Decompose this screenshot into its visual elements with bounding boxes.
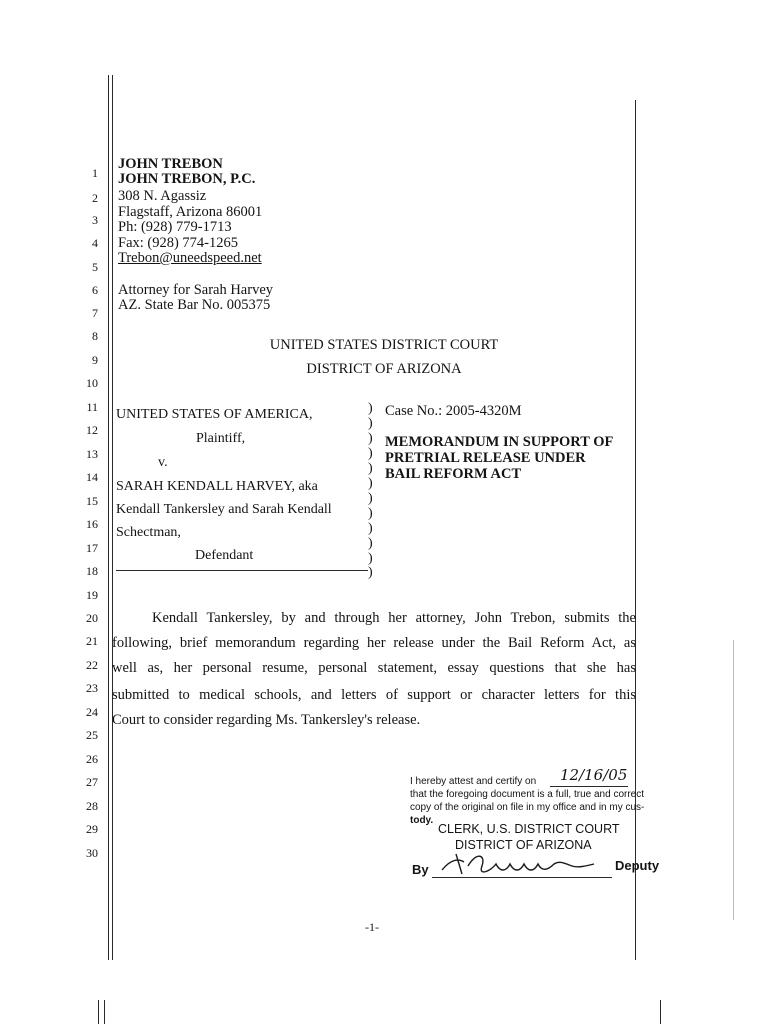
line-number: 6 (92, 283, 98, 297)
line-number: 29 (86, 822, 98, 836)
certification-text: tody. (410, 815, 434, 826)
body-line: following, brief memorandum regarding her release under the Bail Reform Act, as (112, 635, 636, 651)
caption-plaintiff-label: Plaintiff, (196, 431, 246, 446)
attorney-role: Attorney for Sarah Harvey (118, 282, 274, 298)
line-number: 25 (86, 728, 98, 742)
body-line: well as, her personal resume, personal statement, essay questions that she has (112, 660, 636, 676)
deputy-signature (438, 846, 608, 880)
attorney-email: Trebon@uneedspeed.net (118, 250, 262, 266)
line-number: 23 (86, 681, 98, 695)
caption-paren: ) (368, 491, 373, 506)
line-number: 20 (86, 611, 98, 625)
line-number: 13 (86, 447, 98, 461)
by-label: By (412, 862, 429, 877)
caption-defendant-label: Defendant (195, 548, 254, 563)
left-margin-rule-inner (112, 75, 113, 960)
caption-paren: ) (368, 431, 373, 446)
line-number: 2 (92, 191, 98, 205)
line-number: 27 (86, 775, 98, 789)
line-number: 21 (86, 634, 98, 648)
clerk-title: CLERK, U.S. DISTRICT COURT (438, 822, 620, 836)
caption-underline (116, 570, 368, 571)
scan-mark-far-right (733, 640, 734, 920)
line-number: 26 (86, 752, 98, 766)
line-number: 16 (86, 517, 98, 531)
line-number: 1 (92, 166, 98, 180)
deputy-label: Deputy (615, 858, 660, 873)
caption-paren: ) (368, 521, 373, 536)
caption-versus: v. (158, 455, 168, 470)
court-district: DISTRICT OF ARIZONA (306, 361, 462, 377)
scan-mark-left (98, 1000, 99, 1024)
court-name: UNITED STATES DISTRICT COURT (269, 337, 499, 353)
body-line: Court to consider regarding Ms. Tankersley's release. (112, 712, 421, 728)
certification-text: copy of the original on file in my office and in my cus- (410, 802, 645, 813)
body-line: Kendall Tankersley, by and through her attorney, John Trebon, submits the (152, 610, 636, 626)
caption-paren: ) (368, 476, 373, 491)
caption-defendant-aka: Kendall Tankersley and Sarah Kendall (116, 502, 332, 517)
caption-paren: ) (368, 401, 373, 416)
attorney-name: JOHN TREBON (118, 156, 223, 172)
certification-date-line (550, 786, 628, 787)
attorney-bar-number: AZ. State Bar No. 005375 (118, 297, 271, 313)
right-margin-rule (635, 100, 636, 960)
case-number: Case No.: 2005-4320M (385, 403, 522, 419)
line-number: 10 (86, 376, 98, 390)
attorney-phone: Ph: (928) 779-1713 (118, 219, 232, 235)
line-number: 14 (86, 470, 98, 484)
line-number: 30 (86, 846, 98, 860)
caption-paren: ) (368, 565, 373, 580)
caption-paren: ) (368, 416, 373, 431)
attorney-firm: JOHN TREBON, P.C. (118, 171, 256, 187)
line-number: 28 (86, 799, 98, 813)
document-title-line1: MEMORANDUM IN SUPPORT OF (385, 434, 614, 450)
line-number: 3 (92, 213, 98, 227)
scan-mark-left-2 (104, 1000, 105, 1024)
line-number: 18 (86, 564, 98, 578)
body-line: submitted to medical schools, and letters of support or character letters for this (112, 687, 636, 703)
document-title-line2: PRETRIAL RELEASE UNDER (385, 450, 586, 466)
certification-text: that the foregoing document is a full, true and correct (410, 789, 645, 800)
line-number: 11 (86, 400, 98, 414)
line-number: 22 (86, 658, 98, 672)
caption-paren: ) (368, 461, 373, 476)
line-number: 24 (86, 705, 98, 719)
caption-paren: ) (368, 551, 373, 566)
caption-defendant-name: SARAH KENDALL HARVEY, aka (116, 479, 318, 494)
line-number: 9 (92, 353, 98, 367)
attorney-fax: Fax: (928) 774-1265 (118, 235, 239, 251)
attorney-city: Flagstaff, Arizona 86001 (118, 204, 263, 220)
line-number: 17 (86, 541, 98, 555)
line-number: 15 (86, 494, 98, 508)
scan-mark-right (660, 1000, 661, 1024)
caption-plaintiff: UNITED STATES OF AMERICA, (116, 407, 313, 422)
caption-paren: ) (368, 446, 373, 461)
caption-defendant-aka-2: Schectman, (116, 525, 181, 540)
line-number: 5 (92, 260, 98, 274)
clerk-district: DISTRICT OF ARIZONA (455, 838, 592, 852)
line-number: 8 (92, 329, 98, 343)
line-number: 7 (92, 306, 98, 320)
line-number: 12 (86, 423, 98, 437)
document-title-line3: BAIL REFORM ACT (385, 466, 522, 482)
left-margin-rule (108, 75, 109, 960)
line-number: 4 (92, 236, 98, 250)
caption-paren: ) (368, 506, 373, 521)
certification-date: 12/16/05 (560, 766, 628, 784)
attorney-street: 308 N. Agassiz (118, 188, 207, 204)
certification-text: I hereby attest and certify on (410, 776, 537, 787)
line-number: 19 (86, 588, 98, 602)
page-number: -1- (365, 920, 379, 934)
caption-paren: ) (368, 536, 373, 551)
